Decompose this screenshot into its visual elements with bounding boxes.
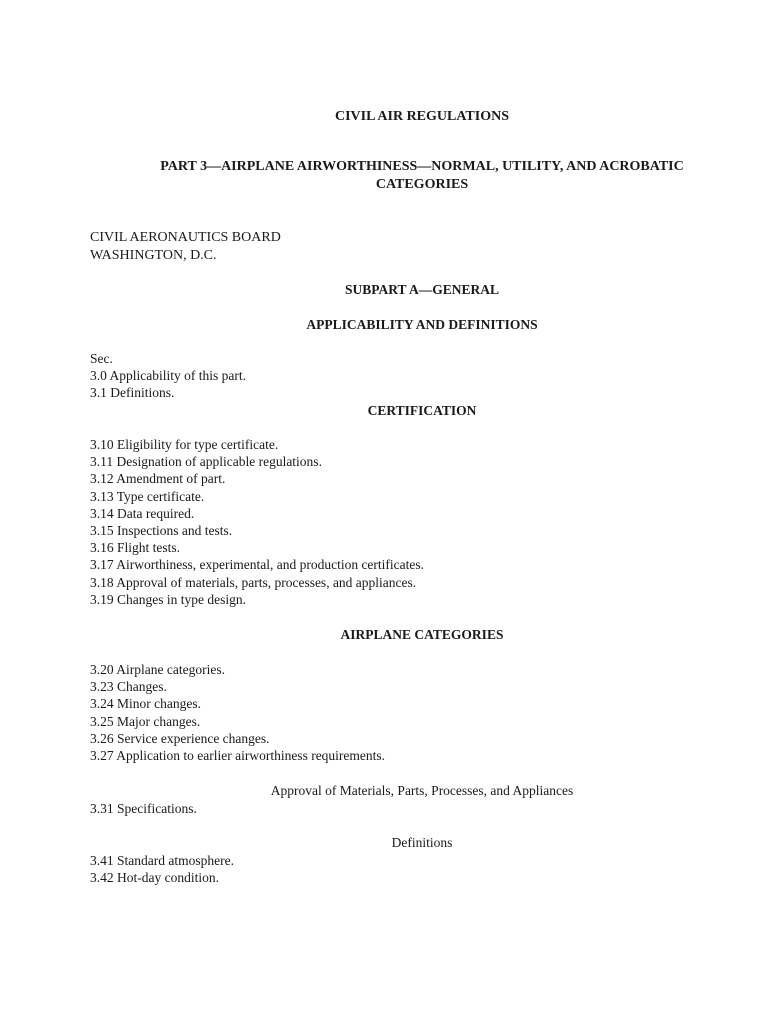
section-list: [90, 661, 385, 764]
sec-label: Sec.: [90, 351, 113, 366]
list-item: 3.25 Major changes.: [90, 713, 201, 729]
list-item: 3.42 Hot-day condition.: [90, 870, 219, 886]
section-list: [90, 852, 234, 886]
list-item: 3.16 Flight tests.: [90, 540, 181, 556]
list-item: 3.24 Minor changes.: [90, 696, 201, 712]
list-item: 3.14 Data required.: [90, 505, 195, 521]
document-title: CIVIL AIR REGULATIONS: [334, 109, 509, 124]
list-item: 3.23 Changes.: [90, 679, 167, 695]
list-item: 3.1 Definitions.: [90, 385, 175, 401]
issuer-block: [90, 229, 281, 265]
list-item: 3.17 Airworthiness, experimental, and production certificates.: [90, 557, 425, 573]
section-list: [90, 350, 246, 402]
section-heading: CERTIFICATION: [367, 403, 477, 418]
list-item: 3.31 Specifications.: [90, 801, 197, 816]
issuer-line: WASHINGTON, D.C.: [90, 248, 217, 263]
list-item: 3.0 Applicability of this part.: [90, 368, 246, 384]
section-heading: Approval of Materials, Parts, Processes, and Appliances: [270, 783, 574, 798]
list-item: 3.20 Airplane categories.: [90, 662, 225, 677]
section-heading: Definitions: [391, 835, 453, 850]
part-title: PART 3—AIRPLANE AIRWORTHINESS—NORMAL, UTILITY, AND ACROBATIC CATEGORIES: [160, 159, 684, 192]
section-list: [90, 436, 424, 608]
list-item: 3.12 Amendment of part.: [90, 471, 226, 487]
list-item: 3.15 Inspections and tests.: [90, 523, 233, 539]
list-item: 3.41 Standard atmosphere.: [90, 853, 234, 868]
subpart-heading: SUBPART A—GENERAL: [345, 282, 499, 297]
section-list: [90, 800, 197, 817]
list-item: 3.19 Changes in type design.: [90, 591, 246, 607]
list-item: 3.27 Application to earlier airworthiness requirements.: [90, 748, 386, 764]
list-item: 3.10 Eligibility for type certificate.: [90, 437, 279, 452]
list-item: 3.13 Type certificate.: [90, 488, 205, 504]
section-heading: AIRPLANE CATEGORIES: [340, 627, 504, 642]
section-heading: APPLICABILITY AND DEFINITIONS: [306, 317, 538, 332]
list-item: 3.11 Designation of applicable regulations.: [90, 454, 322, 470]
issuer-line: CIVIL AERONAUTICS BOARD: [90, 230, 281, 245]
list-item: 3.26 Service experience changes.: [90, 730, 270, 746]
list-item: 3.18 Approval of materials, parts, processes, and appliances.: [90, 574, 417, 590]
